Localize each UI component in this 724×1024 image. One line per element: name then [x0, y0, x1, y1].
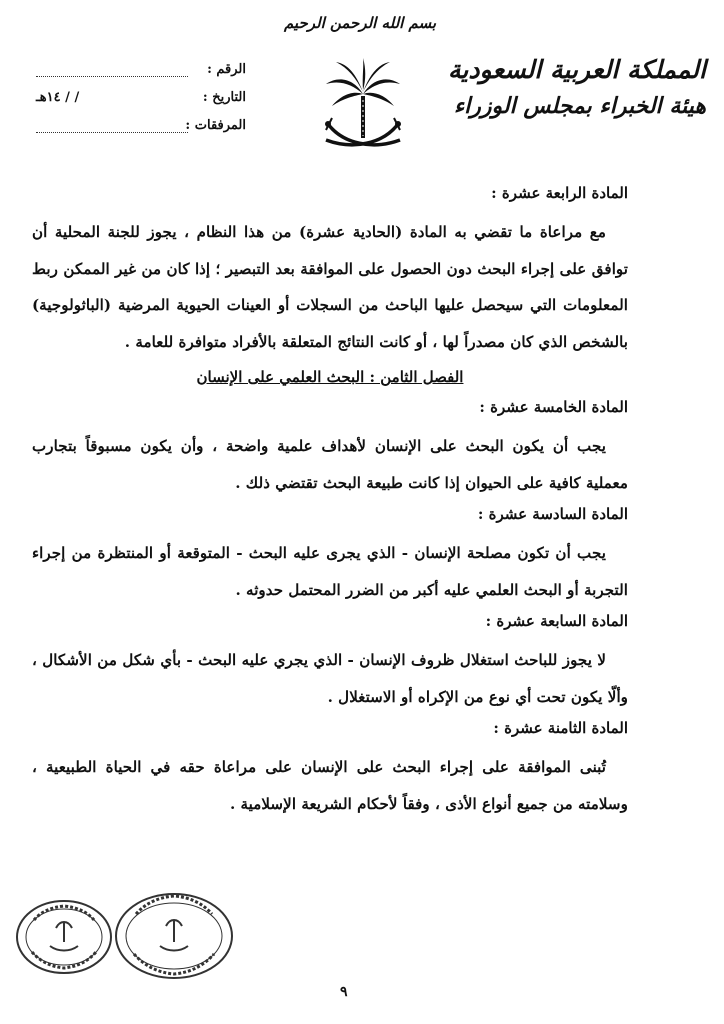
page-number: ٩ — [340, 984, 348, 1000]
article-17-heading: المادة السابعة عشرة : — [485, 612, 628, 630]
attachments-line — [36, 132, 188, 133]
article-15-text: يجب أن يكون البحث على الإنسان لأهداف علمية واضحة ، وأن يكون مسبوقاً بتجارب معملية كافية على الحيوان إذا كانت طبيعة البحث تقتضي ذلك . — [32, 437, 628, 492]
date-row — [36, 90, 246, 118]
article-14-text: مع مراعاة ما تقضي به المادة (الحادية عشرة) من هذا النظام ، يجوز للجنة المحلية أن توافق على إجراء البحث دون الحصول على الموافقة بعد التبصير ؛ إذا كان من غير الممكن ربط المعلومات التي سيحصل عليها الباحث من السجلات أو العينات الحيوية المرضية (الباثولوجية) بالشخص الذي كان مصدراً لها ، أو كانت النتائج المتعلقة بالأفراد متوافرة للعامة . — [32, 223, 628, 351]
official-stamp-experts — [112, 890, 236, 982]
article-16-text: يجب أن تكون مصلحة الإنسان - الذي يجرى عليه البحث - المتوقعة أو المنتظرة من إجراء التجربة أو البحث العلمي عليه أكبر من الضرر المحتمل حدوثه . — [32, 544, 628, 599]
attachments-row — [36, 118, 246, 146]
date-label: التاريخ : — [202, 90, 246, 105]
ref-row — [36, 62, 246, 90]
article-18-text: تُبنى الموافقة على إجراء البحث على الإنسان على مراعاة حقه في الحياة الطبيعية ، وسلامته من جميع أنواع الأذى ، وفقاً لأحكام الشريعة الإسلامية . — [32, 758, 628, 813]
article-18-heading: المادة الثامنة عشرة : — [493, 719, 628, 737]
article-17-text: لا يجوز للباحث استغلال ظروف الإنسان - الذي يجري عليه البحث - بأي شكل من الأشكال ، وألّا يكون تحت أي نوع من الإكراه أو الاستغلال . — [32, 651, 628, 706]
kingdom-name: المملكة العربية السعودية — [447, 55, 706, 84]
saudi-emblem-icon — [318, 56, 408, 156]
ref-line — [36, 76, 188, 77]
article-14-heading: المادة الرابعة عشرة : — [491, 184, 628, 202]
document-body — [32, 180, 628, 822]
chapter-8-title: الفصل الثامن : البحث العلمي على الإنسان — [196, 368, 464, 386]
official-stamp-secretariat — [14, 898, 114, 976]
article-15-heading: المادة الخامسة عشرة : — [479, 398, 628, 416]
basmala: بسم الله الرحمن الرحيم — [283, 14, 437, 32]
date-value: / / ١٤هـ — [36, 90, 80, 105]
letterhead-title — [416, 52, 706, 124]
article-16-heading: المادة السادسة عشرة : — [477, 505, 628, 523]
attachments-label: المرفقات : — [185, 118, 246, 133]
authority-name: هيئة الخبراء بمجلس الوزراء — [453, 93, 706, 119]
reference-block — [36, 62, 246, 146]
ref-label: الرقم : — [207, 62, 246, 77]
